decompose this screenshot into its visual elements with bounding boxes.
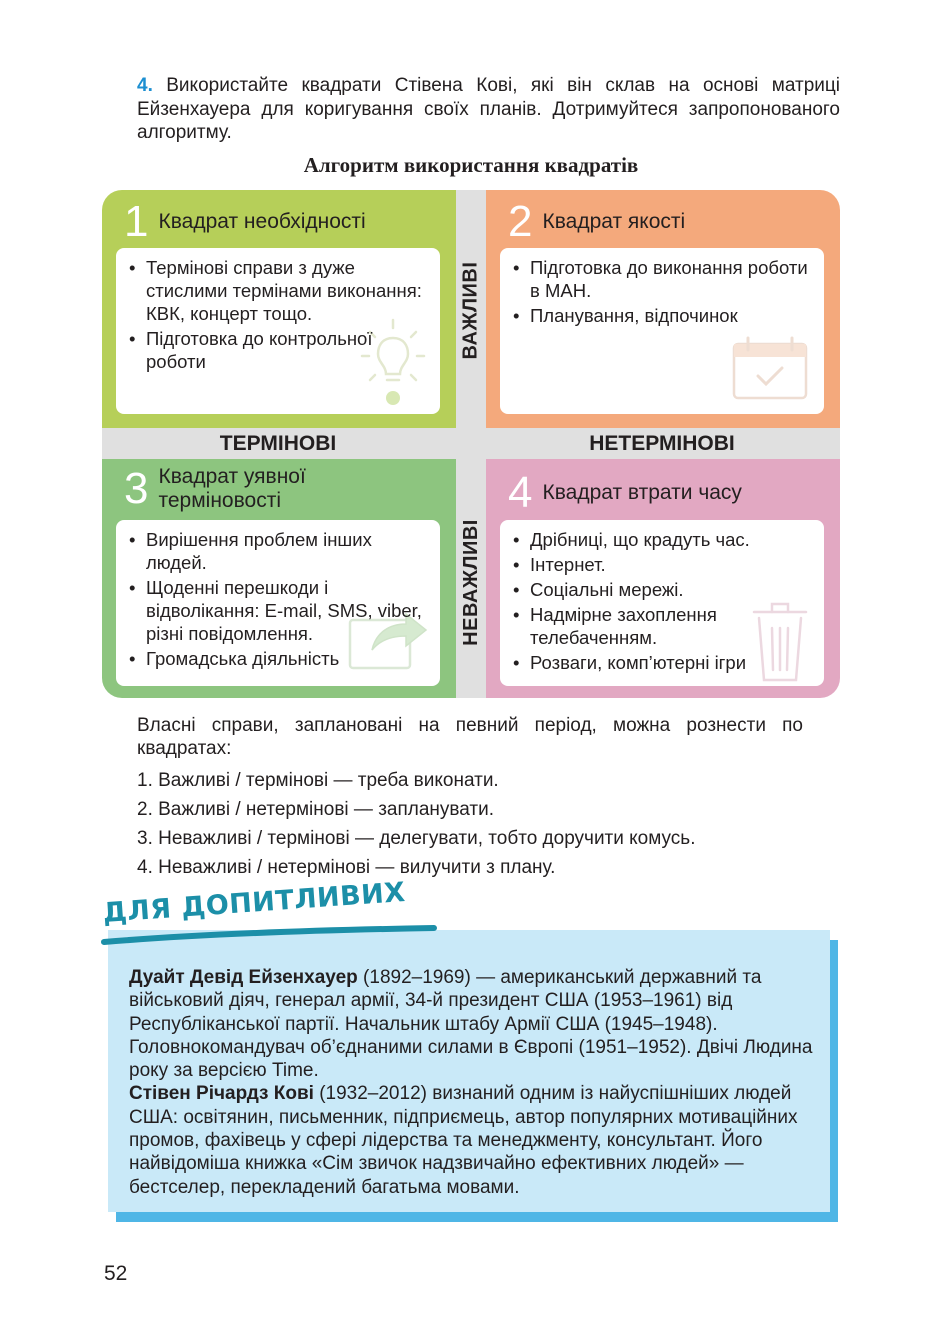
quadrant-4-title: Квадрат втрати часу — [542, 481, 742, 504]
list-item: • Термінові справи з дуже стислими термінами виконання: КВК, концерт тощо. — [146, 256, 432, 325]
list-item: 2. Важливі / нетермінові — запланувати. — [137, 799, 495, 820]
list-item: • Громадська діяльність — [146, 647, 432, 670]
curious-underline — [100, 924, 440, 948]
task-paragraph — [137, 74, 840, 145]
list-item: • Вирішення проблем інших людей. — [146, 528, 432, 574]
page-number: 52 — [104, 1262, 128, 1285]
after-paragraph: Власні справи, заплановані на певний період, можна рознести по квадратах: — [137, 715, 803, 759]
list-item: 4. Неважливі / нетермінові — вилучити з плану. — [137, 857, 556, 878]
list-item: • Розваги, комп’ютерні ігри — [530, 651, 816, 674]
quadrant-3-box — [116, 520, 440, 686]
quadrant-2-list — [500, 248, 824, 327]
eisenhower-name: Дуайт Девід Ейзенхауер — [129, 967, 358, 988]
list-item: • Планування, відпочинок — [530, 304, 816, 327]
list-item: • Підготовка до контрольної роботи — [146, 327, 432, 373]
quadrant-1-header — [124, 197, 366, 246]
axis-label-not-urgent: НЕТЕРМІНОВІ — [589, 432, 735, 455]
covey-name: Стівен Річардз Кові — [129, 1083, 314, 1105]
quadrant-3-title: Квадрат уявної терміновості — [158, 465, 306, 512]
task-text: Використайте квадрати Стівена Кові, які він склав на основі матриці Ейзенхауера для коригування своїх планів. Дотримуйтеся запропонованого алгоритму. — [137, 75, 840, 143]
list-item: • Дрібниці, що крадуть час. — [530, 528, 816, 551]
quadrant-2-title: Квадрат якості — [542, 210, 686, 233]
quadrant-3-header — [124, 465, 358, 513]
covey-bio: (1932–2012) визнаний одним із найуспішніших людей США: освітянин, письменник, підприємець, автор популярних мотиваційних промов, фахівець у сфері лідерства та менеджменту, консультант. Його найвідоміша книжка «Сім звичок надзвичайно ефективних людей» — бестселер, перекладений багатьма мовами. — [129, 1083, 798, 1198]
algorithm-title: Алгоритм використання квадратів — [303, 153, 639, 177]
quadrant-1-number: 1 — [124, 197, 149, 246]
calendar-check-icon — [728, 336, 814, 404]
list-item: • Надмірне захоплення телебаченням. — [530, 603, 816, 649]
list-item: • Інтернет. — [530, 553, 816, 576]
quadrant-3-number: 3 — [124, 464, 149, 513]
quadrant-2-box — [500, 248, 824, 414]
axis-label-important: ВАЖЛИВІ — [459, 261, 482, 359]
quadrant-1 — [102, 190, 456, 428]
quadrant-1-box — [116, 248, 440, 414]
steps-list — [137, 766, 696, 882]
quadrant-2-header — [508, 197, 686, 246]
axis-label-unimportant: НЕВАЖЛИВІ — [459, 518, 482, 646]
curious-text — [129, 966, 819, 1199]
quadrant-2 — [486, 190, 840, 428]
axis-label-unimportant-wrap — [456, 492, 486, 672]
quadrant-1-title: Квадрат необхідності — [158, 210, 366, 233]
list-item: • Щоденні перешкоди і відволікання: E-mail, SMS, viber, різні повідомлення. — [146, 576, 432, 645]
quadrant-4-list — [500, 520, 824, 674]
quadrant-4-box — [500, 520, 824, 686]
quadrant-3 — [102, 459, 456, 698]
task-number: 4. — [137, 75, 153, 96]
curious-title: ДЛЯ ДОПИТЛИВИХ — [101, 876, 407, 929]
axis-label-urgent: ТЕРМІНОВІ — [219, 432, 337, 455]
quadrant-4-header — [508, 468, 742, 517]
axis-label-important-wrap — [456, 230, 486, 390]
list-item: 1. Важливі / термінові — треба виконати. — [137, 770, 499, 791]
quadrant-3-list — [116, 520, 440, 670]
eisenhower-bio: (1892–1969) — американський державний та військовий діяч, генерал армії, 34-й президент США (1953–1961) від Республіканської партії. Начальник штабу Армії США (1945–1948). Головнокомандувач об’єднаними силами в Європі (1951–1952). Двічі Людина року за версією Time. — [129, 967, 813, 1082]
quadrant-1-list — [116, 248, 440, 373]
quadrant-4 — [486, 459, 840, 698]
list-item: 3. Неважливі / термінові — делегувати, тобто доручити комусь. — [137, 828, 696, 849]
quadrant-2-number: 2 — [508, 197, 533, 246]
list-item: • Підготовка до виконання роботи в МАН. — [530, 256, 816, 302]
quadrant-4-number: 4 — [508, 468, 533, 517]
list-item: • Соціальні мережі. — [530, 578, 816, 601]
